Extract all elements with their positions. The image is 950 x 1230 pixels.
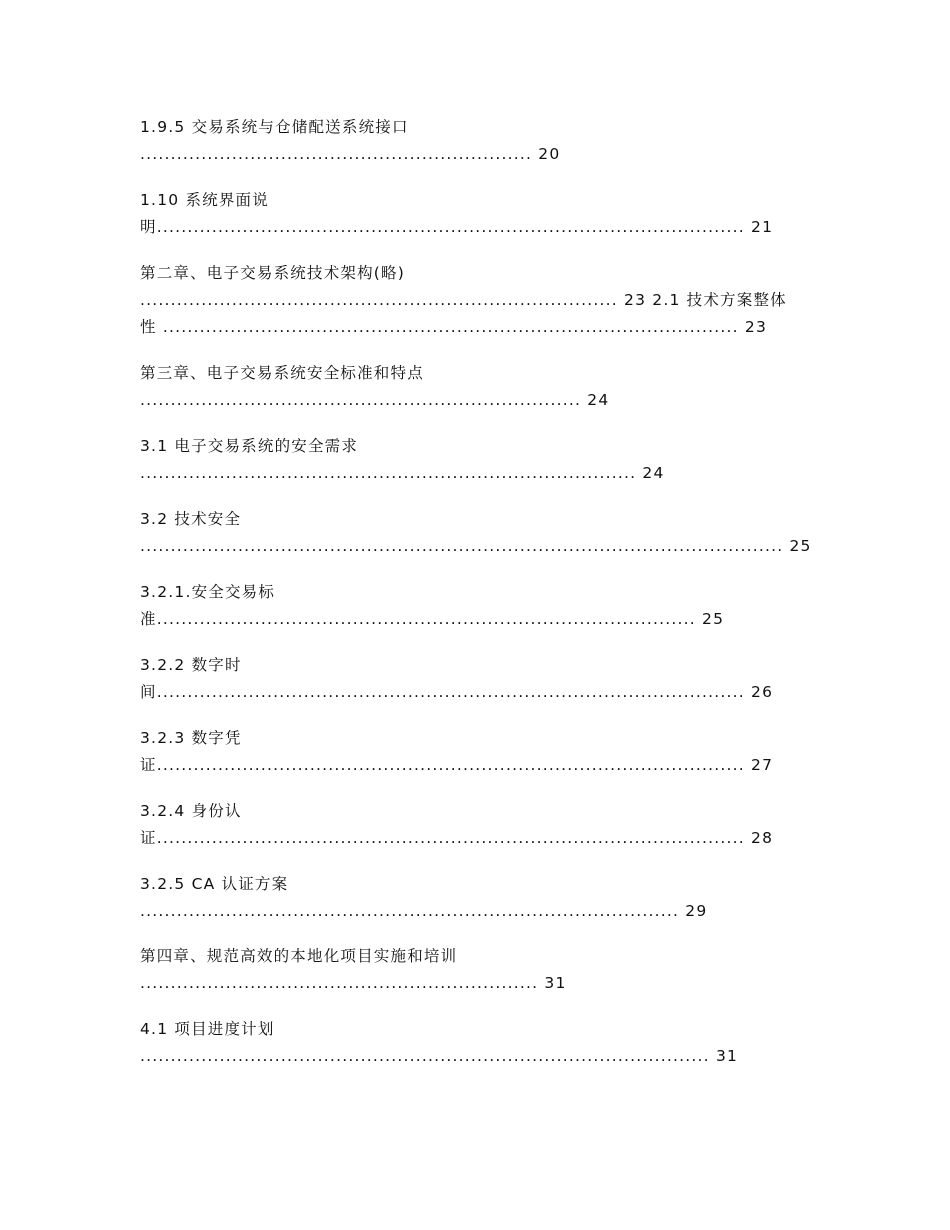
toc-entry-title: 3.1 电子交易系统的安全需求 [140,437,359,455]
toc-entry-title: 第四章、规范高效的本地化项目实施和培训 [140,947,458,965]
toc-entry-3-2-1 [140,579,820,633]
toc-entry-title: 1.9.5 交易系统与仓储配送系统接口 [140,118,409,136]
toc-entry-leader-page: 性 .............................................................................................. 23 [140,318,768,336]
toc-entry-leader-page: 证................................................................................................ 28 [140,829,774,847]
toc-entry-3-2-5 [140,871,820,925]
toc-entry-title: 第二章、电子交易系统技术架构(略) [140,264,405,282]
toc-entry-leader-page: 准........................................................................................ 25 [140,610,725,628]
toc-entry-title: 3.2.2 数字时 [140,656,242,674]
toc-entry-leader-page: ................................................................ 20 [140,145,561,163]
toc-entry-3-1 [140,433,820,487]
toc-entry-leader-page: 间................................................................................................ 26 [140,683,774,701]
toc-entry-title: 3.2.3 数字凭 [140,729,242,747]
toc-entry-title: 3.2 技术安全 [140,510,242,528]
toc-entry-leader-page: ........................................................................ 24 [140,391,610,409]
toc-entry-4-1 [140,1016,820,1070]
toc-entry-1-10 [140,187,820,241]
toc-entry-3-2 [140,506,820,560]
toc-entry-leader-page: .............................................................................. 23 2.1 技术方案整体 [140,291,787,309]
toc-entry-leader-page: ................................................................. 31 [140,974,567,992]
toc-entry-chapter-3 [140,360,820,414]
toc-entry-3-2-3 [140,725,820,779]
toc-entry-title: 3.2.5 CA 认证方案 [140,875,289,893]
toc-entry-leader-page: 明................................................................................................ 21 [140,218,774,236]
toc-entry-leader-page: ........................................................................................ 29 [140,902,708,920]
toc-entry-leader-page: ............................................................................................. 31 [140,1047,739,1065]
toc-entry-title: 第三章、电子交易系统安全标准和特点 [140,364,424,382]
toc-entry-leader-page: 证................................................................................................ 27 [140,756,774,774]
toc-entry-leader-page: ......................................................................................................... 25 [140,537,812,555]
toc-entry-title: 1.10 系统界面说 [140,191,269,209]
toc-entry-chapter-4 [140,943,820,997]
toc-entry-title: 3.2.4 身份认 [140,802,242,820]
toc-entry-title: 4.1 项目进度计划 [140,1020,275,1038]
toc-entry-3-2-2 [140,652,820,706]
toc-entry-title: 3.2.1.安全交易标 [140,583,276,601]
toc-entry-3-2-4 [140,798,820,852]
toc-entry-chapter-2 [140,260,820,341]
toc-entry-leader-page: ................................................................................. 24 [140,464,665,482]
toc-entry-1-9-5 [140,114,820,168]
